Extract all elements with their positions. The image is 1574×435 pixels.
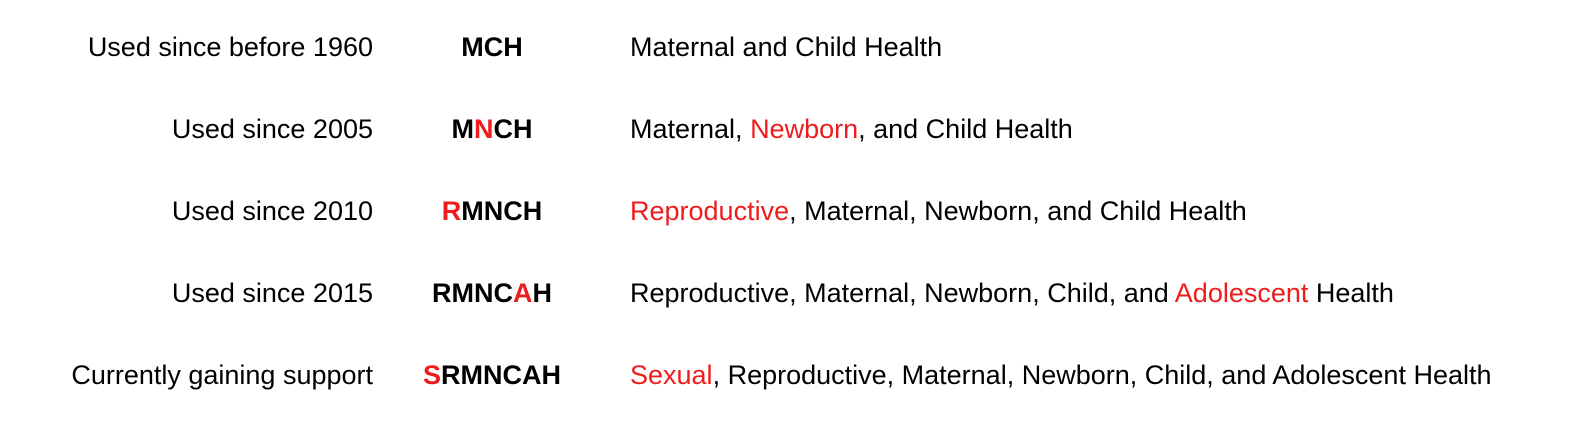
full-name-segment-highlight: Newborn [750,114,859,144]
full-name-segment: Maternal, [630,114,751,144]
acronym [412,358,572,392]
full-name-segment: Maternal and Child Health [630,32,943,62]
era-label: Currently gaining support [71,360,373,390]
full-name-segment: , Maternal, Newborn, and Child Health [789,196,1247,226]
acronym-segment: RMNCAH [441,360,561,390]
era-label: Used since 2010 [171,196,373,226]
acronym-segment: H [532,278,552,308]
acronym-row-srmncah [0,346,1574,406]
full-name-segment-highlight: Sexual [630,360,713,390]
full-name-segment: Reproductive, Maternal, Newborn, Child, and [630,278,1175,308]
acronym-row-mnch [0,100,1574,160]
acronym-segment: CH [493,114,533,144]
acronym [412,30,572,64]
full-name-segment-highlight: Reproductive [630,196,790,226]
full-name-segment: , Reproductive, Maternal, Newborn, Child, and Adolescent Health [712,360,1492,390]
era-label: Used since 2015 [171,278,373,308]
acronym-segment: RMNC [432,278,513,308]
acronym-segment-highlight: R [441,196,462,226]
full-name-segment: Health [1308,278,1394,308]
full-name [630,276,1394,310]
acronym-row-rmncah [0,264,1574,324]
acronym-segment: M [451,114,474,144]
era-label: Used since before 1960 [87,32,373,62]
acronym-row-mch [0,18,1574,78]
full-name-segment: , and Child Health [858,114,1073,144]
full-name [630,358,1492,392]
acronym-segment-highlight: A [513,278,533,308]
acronym-segment-highlight: N [474,114,494,144]
acronym-row-rmnch [0,182,1574,242]
acronym-segment-highlight: S [423,360,442,390]
acronym [412,194,572,228]
era-label: Used since 2005 [171,114,373,144]
full-name [630,194,1247,228]
acronym-segment: MCH [461,32,523,62]
acronym [412,112,572,146]
full-name [630,112,1073,146]
acronym-segment: MNCH [461,196,543,226]
full-name-segment-highlight: Adolescent [1174,278,1309,308]
acronym [412,276,572,310]
full-name [630,30,942,64]
